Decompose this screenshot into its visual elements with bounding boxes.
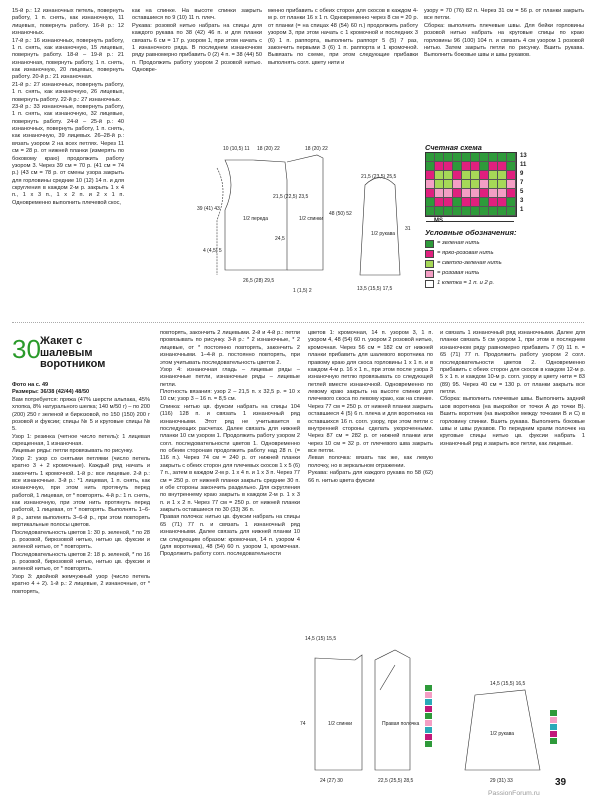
scheme-cell [453, 153, 462, 162]
paragraph: Лицевые ряды: петли провязывать по рисунку. [12, 448, 134, 455]
scheme-cell [435, 171, 444, 180]
bottom-patterns-svg [300, 630, 590, 790]
ms-label: MS [434, 218, 443, 224]
measure-label: 29 (31) 33 [490, 778, 513, 784]
scheme-cell [480, 162, 489, 171]
measure-label: 74 [300, 721, 306, 727]
section-divider [12, 322, 584, 323]
scheme-cell [435, 180, 444, 189]
scheme-cell [426, 171, 435, 180]
paragraph: Узор 1: резинка (четное число петель): 1 лицевая скрещенная, 1 изнаночная. [12, 433, 150, 447]
paragraph: повторять, закончить 2 лицевыми. 2-й и 4-й р.: петли провязывать по рисунку. 3-й р.: * 2 изнаночные, * 2 лицевые, от * постоянно повторять, закончить 2 изнаночными. 1–4-й р. постоянно повторять, при этом учитывать последовательность цветов 2. [160, 330, 300, 366]
paragraph: 21-й р.: 27 изнаночных, повернуть работу, 1 п. снять, как изнаночную, 26 лицевых, повернуть работу. 22-й р.: 27 изнаночных. [12, 81, 124, 103]
measure-label: 24,5 [275, 236, 285, 242]
scheme-cell [435, 198, 444, 207]
measure-label: 18 (20) 22 [305, 146, 328, 152]
scheme-cell [453, 180, 462, 189]
paragraph: 23-й р.: 33 изнаночные, повернуть работу, 1 п. снять, как изнаночную, 32 лицевые, повернуть работу. 24-й – 25-й р.: 40 изнаночных, повернуть работу, 1 п. снять, как изнаночную, 39 лицевых. 26–28-й р.: вязать узором 2 на всех петлях. Через 11 см = 28 р. от нижней планки (измерять по боковому краю) продолжить работу узором 3. Через 39 см = 70 р. (41 см = 74 р.) (43 см = 78 р. от смены узора закрыть для горловины средние 10 (12) 14 п. и для скругления в каждом 2-м р. закрыть 1 х 4 п., 1 х 3 п., 1 х 2 п. и 2 х 1 п. Одновременно выполнить плечевой скос, [12, 103, 124, 206]
scheme-cell [426, 189, 435, 198]
measure-label: 39 (41) 43 [197, 206, 220, 212]
scheme-cell [462, 171, 471, 180]
legend-item [425, 259, 502, 269]
scheme-cell [462, 198, 471, 207]
row-number: 7 [520, 180, 524, 186]
measure-label: 18 (20) 22 [257, 146, 280, 152]
scheme-cell [471, 198, 480, 207]
measure-label: 10 (10,5) 11 [223, 146, 250, 152]
measure-label: 21,5 (22,5) 23,5 [273, 194, 309, 200]
scheme-cell [489, 207, 498, 216]
scheme-cell [435, 189, 444, 198]
paragraph: Спинка: нитью цв. фуксии набрать на спицы 104 (116) 128 п. и связать 1 изнаночный ряд изнаночными. Этот ряд не учитывается в последующих расчетах. Далее связать для нижней планки 10 см узором 1. Продолжить работу узором 2 согл. последовательности цветов 1. Одновременно по обеим сторонам продолжить работу над 28 п. (= 116 п.). Через 74 см = 240 р. от нижней планки закрыть с обеих сторон для плечевых скосов 1 х 5 (6) 7 п., затем в каждом 2-м р. 1 х 4 п. и 1 х 3 п. Через 77 см = 250 р. от нижней планки закрыть средние 30 п. и обе стороны закончить раздельно. Для скругления по внутреннему краю закрыть в каждом 2-м р. 1 х 3 п. и 1 х 2 п. Через 77 см = 250 р. от нижней планки закрыть оставшиеся по 30 (33) 36 п. [160, 403, 300, 513]
legend-label: = зеленая нить [437, 240, 480, 247]
page-number: 39 [555, 777, 567, 788]
scheme-cell [453, 189, 462, 198]
diagram-title: Правая полочка [382, 721, 420, 727]
scheme-cell [489, 189, 498, 198]
scheme-cell [462, 207, 471, 216]
scheme-cell [471, 171, 480, 180]
scheme-cell [462, 189, 471, 198]
diagram-title: 1/2 спинки [328, 721, 353, 727]
paragraph: Рукава: розовой нитью набрать на спицы для каждого рукава по 38 (42) 46 п. и для планки связать 6 см = 17 р. узором 1, при этом начать с 1 изнаночного ряда. В последнем изнаночном ряду равномерно прибавить 0 (2) 4 п. = 38 (44) 50 п. Продолжить работу узором 2 розовой нитью. Одновре- [132, 22, 262, 73]
paragraph: Узор 4: изнаночная гладь – лицевые ряды – изнаночные петли, изнаночные ряды – лицевые петли. [160, 366, 300, 388]
measure-label: 14,5 (15,5) 16,5 [490, 681, 526, 687]
scheme-cell [471, 189, 480, 198]
paragraph: Правая полочка: нитью цв. фуксии набрать на спицы 65 (71) 77 п. и связать 1 изнаночный ряд изнаночными. Далее связать для нижней планки 10 см следующим образом: кромочная, 14 п. узором 4 (для воротника), 48 (54) 60 п. узором 1, кромочная. Продолжить работу согл. последовательности [160, 514, 300, 558]
scheme-cell [444, 180, 453, 189]
scheme-cell [498, 207, 507, 216]
top-text-column-3 [268, 8, 418, 67]
measure-label: 1 (1,5) 2 [293, 288, 312, 294]
scheme-cell [498, 180, 507, 189]
scheme-cell [498, 171, 507, 180]
paragraph: Фото на с. 49 [12, 382, 49, 388]
paragraph: и связать 1 изнаночный ряд изнаночными. Далее для планки связать 5 см узором 1, при этом в последнем изнаночном ряду равномерно прибавить 7 (9) 11 п. = 65 (71) 77 п. Продолжить работу узором 2 согл. последовательности цветов 2. Одновременно прибавить с обеих сторон для скосов в каждом 12-м р. 5 х 1 п. и каждом 10-м р. согл. узору и цвету нити = 83 (89) 95. Через 40 см = 130 р. от планки закрыть все петли. [440, 330, 585, 395]
scheme-row-numbers [520, 152, 527, 215]
paragraph: узору = 70 (76) 82 п. Через 31 см = 56 р. от планки закрыть все петли. [424, 8, 584, 22]
swatch [425, 250, 434, 258]
scheme-cell [507, 189, 516, 198]
counting-scheme [425, 152, 527, 217]
scheme-cell [480, 198, 489, 207]
scheme-cell [498, 189, 507, 198]
row-number: 13 [520, 153, 527, 159]
top-text-column-1 [12, 8, 124, 207]
scheme-cell [435, 207, 444, 216]
scheme-grid [425, 152, 517, 217]
diagram-title: 1/2 переда [243, 216, 268, 222]
row-number: 11 [520, 162, 527, 168]
scheme-cell [471, 162, 480, 171]
paragraph: Узор 2: узор со снятыми петлями (число петель кратно 3 + 2 кромочные). Каждый ряд начать и закончить 1 кромочной. 1-й р.: все лицевые. 2-й р.: все изнаночные. 3-й р.: *1 лицевая, 1 п. снять, как изнаночную, при этом нить протянуть перед работой, 1 лицевая, от * повторять. 4-й р.: 1 п. снять, как изнаночную, при этом нить протянуть перед работой, 1 лицевая, от * повторять. Выполнять 1–6-й р., затем выполнять 3–6-й р., при этом повторять вертикальные полосы цветов. [12, 455, 150, 529]
scheme-title: Счетная схема [425, 143, 482, 152]
scheme-cell [489, 198, 498, 207]
paragraph: Последовательность цветов 1: 30 р. зеленой, * по 28 р. розовой, бирюзовой нитью, нитью цв. фуксии и зеленой нитью, от * повторять. [12, 529, 150, 551]
scheme-cell [489, 171, 498, 180]
scheme-cell [507, 180, 516, 189]
scheme-cell [426, 162, 435, 171]
paragraph: Сборка: выполнить плечевые швы. Для бейки горловины розовой нитью набрать на круговые спицы по краю горловины 96 (100) 104 п. и связать 4 см узором 1 розовой нитью. Затем закрыть петли по рисунку. Вшить рукава. Выполнить боковые швы и швы рукавов. [424, 22, 584, 59]
paragraph: 17-й р.: 16 изнаночных, повернуть работу, 1 п. снять, как изнаночную, 15 лицевых, повернуть работу. 18-й – 19-й р.: 21 изнаночная, повернуть работу, 1 п. снять, как изнаночную, 20 лицевых, повернуть работу. 20-й р.: 21 изнаночная. [12, 37, 124, 81]
scheme-cell [480, 180, 489, 189]
diagram-title: 1/2 рукава [490, 731, 515, 737]
row-number: 9 [520, 171, 524, 177]
paragraph: Левая полочка: вязать так же, как левую полочку, но в зеркальном отражении. [308, 455, 433, 469]
swatch [425, 260, 434, 268]
scheme-cell [480, 189, 489, 198]
scheme-cell [426, 180, 435, 189]
legend-item [425, 239, 502, 249]
measure-label: 21,5 (23,5) 25,5 [361, 174, 397, 180]
scheme-cell [453, 207, 462, 216]
top-text-column-4 [424, 8, 584, 60]
diagram-title: 1/2 рукава [371, 231, 396, 237]
legend-item [425, 249, 502, 259]
scheme-cell [426, 153, 435, 162]
paragraph: Последовательность цветов 2: 18 р. зеленой, * по 16 р. розовой, бирюзовой нитью, нитью цв. фуксии и зеленой нитью, от * повторять. [12, 551, 150, 573]
row-number: 1 [520, 207, 524, 213]
paragraph: Вам потребуется: пряжа (47% шерсти альпака, 45% хлопка, 8% натурального шелка; 140 м/50 г) – по 200 (200) 250 г зеленой и бирюзовой, по 150 (150) 200 г розовой и фуксии; спицы № 5 и круговые спицы № 5. [12, 396, 150, 433]
scheme-cell [444, 207, 453, 216]
paragraph: Рукава: набрать для каждого рукава по 58 (62) 66 п. нитью цвета фуксии [308, 470, 433, 484]
scheme-cell [498, 162, 507, 171]
scheme-cell [471, 180, 480, 189]
scheme-cell [507, 153, 516, 162]
bottom-text-column-3 [308, 330, 433, 630]
paragraph: Плотность вязания: узор 2 – 21,5 п. х 32,5 р. = 10 х 10 см; узор 3 – 16 п. = 8,5 см. [160, 389, 300, 403]
scheme-cell [507, 162, 516, 171]
bottom-text-column-1 [12, 382, 150, 596]
measure-label: 22,5 (25,5) 28,5 [378, 778, 414, 784]
scheme-cell [498, 198, 507, 207]
swatch [425, 280, 434, 288]
scheme-cell [462, 153, 471, 162]
site-watermark: PassionForum.ru [488, 790, 540, 797]
scheme-cell [444, 189, 453, 198]
measure-label: 4 (4,5) 5 [203, 248, 222, 254]
pattern-number: 30 [12, 334, 41, 364]
legend-item [425, 279, 502, 289]
legend-label: = светло-зеленая нить [437, 260, 502, 267]
paragraph: Узор 3: двойной жемчужный узор (число петель кратно 4 + 2). 1-й р.: 2 лицевые, 2 изнаночные, от * повторять, [12, 573, 150, 595]
scheme-cell [435, 153, 444, 162]
scheme-cell [471, 207, 480, 216]
bottom-text-column-4 [440, 330, 585, 630]
scheme-cell [498, 153, 507, 162]
top-patterns-svg [195, 140, 425, 315]
measure-label: 14,5 (15) 15,5 [305, 636, 337, 642]
top-text-column-2 [132, 8, 262, 74]
bottom-text-column-2 [160, 330, 300, 559]
scheme-cell [435, 162, 444, 171]
scheme-cell [462, 162, 471, 171]
scheme-cell [507, 198, 516, 207]
scheme-cell [444, 162, 453, 171]
paragraph: как на спинке. На высоте спинки закрыть оставшиеся по 9 (10) 11 п. плеч. [132, 8, 262, 22]
pattern-title: Жакет с шалевым воротником [40, 335, 106, 371]
swatch [425, 240, 434, 248]
scheme-cell [480, 171, 489, 180]
measure-label: 13,5 (15,5) 17,5 [357, 286, 393, 292]
measure-label: 48 (50) 52 [329, 211, 352, 217]
paragraph: 15-й р.: 12 изнаночных петель, повернуть работу, 1 п. снять, как изнаночную, 11 лицевых, повернуть работу. 16-й р.: 12 изнаночных. [12, 8, 124, 37]
scheme-cell [453, 162, 462, 171]
row-number: 5 [520, 189, 524, 195]
scheme-cell [462, 180, 471, 189]
legend-label: = розовая нить [437, 270, 480, 277]
measure-label: 26,5 (28) 29,5 [243, 278, 275, 284]
diagram-title: 1/2 спинки [299, 216, 324, 222]
swatch [425, 270, 434, 278]
scheme-cell [507, 207, 516, 216]
legend [425, 239, 502, 289]
scheme-cell [489, 162, 498, 171]
scheme-cell [480, 153, 489, 162]
scheme-cell [471, 153, 480, 162]
scheme-cell [480, 207, 489, 216]
measure-label: 31 [405, 226, 411, 232]
scheme-cell [453, 171, 462, 180]
scheme-cell [426, 198, 435, 207]
scheme-cell [444, 171, 453, 180]
paragraph: Размеры: 36/38 (42/44) 48/50 [12, 389, 90, 396]
paragraph: цветов 1: кромочная, 14 п. узором 3, 1 п. узором 4, 48 (54) 60 п. узором 2 розовой нитью, кромочная. Через 56 см = 182 см от нижней планки прибавить для шалевого воротника по правому краю для скоса горловины 1 х 1 п. и в каждом 4-м р. 16 х 1 п., при этом после узора 3 изнаночную петлю провязывать со следующей петлей вместе изнаночной. Одновременно по левому краю закрыть на высоте спинки для плечевого скоса по левому краю, как на спинке. Через 77 см = 250 р. от нижней планки закрыть оставшиеся 4 (5) 6 п. плеча и для воротника на оставшихся 16 п. согл. узору, при этом петли с внутренней стороны сделать укороченными. Через 87 см = 282 р. от нижней планки или через 10 см = 32 р. от плечевого шва закрыть все петли. [308, 330, 433, 454]
paragraph: менно прибавить с обеих сторон для скосов в каждом 4-м р. от планки 16 х 1 п. Одновременно через 8 см = 20 р. от планки (= на спицах 48 (54) 60 п.) продолжить работу узором 3, при этом начать с 1 кромочной и последних 3 (6) 1 п. раппорта, выполнить раппорт 5 (5) 7 раз, закончить первыми 3 (6) 1 п. раппорта и 1 кромочной. Вывязать по схеме, при этом следующие прибавки выполнять согл. цвету нити и [268, 8, 418, 66]
scheme-cell [507, 171, 516, 180]
legend-item [425, 269, 502, 279]
legend-label: = ярко-розовая нить [437, 250, 494, 257]
row-number: 3 [520, 198, 524, 204]
scheme-cell [489, 153, 498, 162]
measure-label: 24 (27) 30 [320, 778, 343, 784]
scheme-cell [444, 198, 453, 207]
legend-label: 1 клетка = 1 п. и 2 р. [437, 280, 495, 287]
scheme-cell [453, 198, 462, 207]
scheme-cell [444, 153, 453, 162]
scheme-cell [426, 207, 435, 216]
scheme-cell [489, 180, 498, 189]
paragraph: Сборка: выполнить плечевые швы. Выполнить задний шов воротника (на выкройке от точки А до точки B). Вшить воротник (на выкройке между точками B и C) в горловину спинки. Вшить рукава. Выполнить боковые швы и швы рукавов. По передним краям полочек на круговые спицы нитью цв. фуксии набрать 1 изнаночный ряд и закрыть все петли, как лицевые. [440, 396, 585, 447]
legend-title: Условные обозначения: [425, 228, 517, 237]
